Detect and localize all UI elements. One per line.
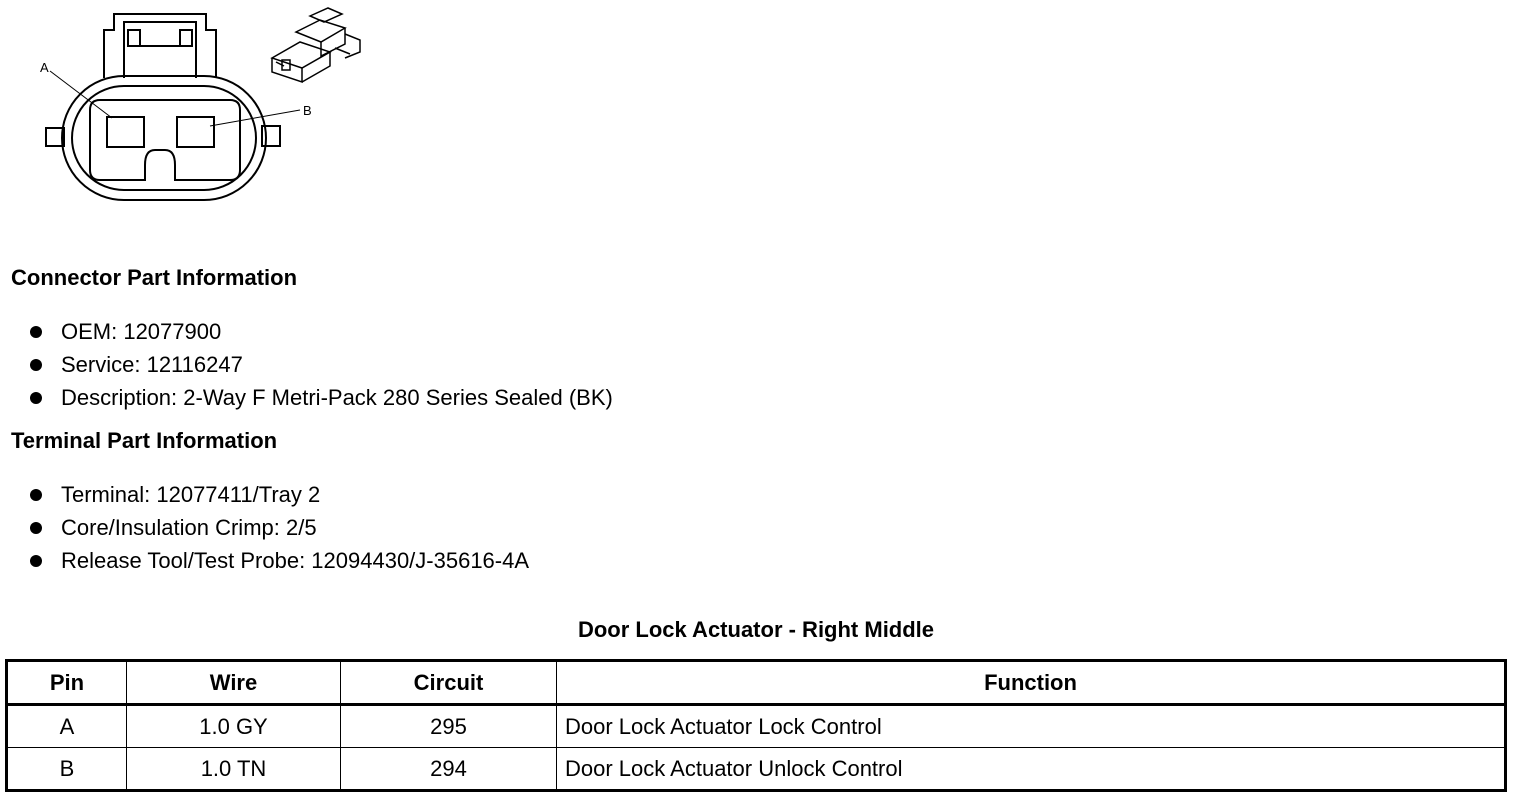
table-header-row bbox=[7, 661, 1506, 705]
connector-diagram bbox=[0, 0, 380, 215]
cell-circuit: 295 bbox=[341, 705, 557, 748]
cell-pin: B bbox=[7, 748, 127, 791]
cavity-label-a: A bbox=[40, 60, 49, 75]
table-row bbox=[7, 748, 1506, 791]
column-header-function: Function bbox=[557, 661, 1506, 705]
cell-wire: 1.0 TN bbox=[127, 748, 341, 791]
list-item-text: Service: 12116247 bbox=[61, 352, 243, 377]
cell-wire: 1.0 GY bbox=[127, 705, 341, 748]
pinout-table bbox=[5, 659, 1507, 792]
list-item-text: Release Tool/Test Probe: 12094430/J-35616-4A bbox=[61, 548, 530, 573]
column-header-wire: Wire bbox=[127, 661, 341, 705]
bullet-icon bbox=[30, 489, 42, 501]
list-item-text: Terminal: 12077411/Tray 2 bbox=[61, 482, 321, 507]
bullet-icon bbox=[30, 359, 42, 371]
connector-thumbnail bbox=[272, 8, 360, 82]
list-item-text: Description: 2-Way F Metri-Pack 280 Series Sealed (BK) bbox=[61, 385, 613, 410]
table-row bbox=[7, 705, 1506, 748]
bullet-icon bbox=[30, 555, 42, 567]
cell-function: Door Lock Actuator Lock Control bbox=[557, 705, 1506, 748]
bullet-icon bbox=[30, 522, 42, 534]
column-header-circuit: Circuit bbox=[341, 661, 557, 705]
bullet-icon bbox=[30, 326, 42, 338]
cell-pin: A bbox=[7, 705, 127, 748]
connector-info-heading: Connector Part Information bbox=[11, 265, 298, 290]
list-item-text: Core/Insulation Crimp: 2/5 bbox=[61, 515, 317, 540]
cavity-label-b: B bbox=[303, 103, 312, 118]
connector-face-drawing bbox=[46, 14, 300, 200]
list-item-text: OEM: 12077900 bbox=[61, 319, 222, 344]
column-header-pin: Pin bbox=[7, 661, 127, 705]
terminal-info-heading: Terminal Part Information bbox=[11, 428, 278, 453]
table-title: Door Lock Actuator - Right Middle bbox=[577, 617, 935, 642]
cell-circuit: 294 bbox=[341, 748, 557, 791]
cell-function: Door Lock Actuator Unlock Control bbox=[557, 748, 1506, 791]
bullet-icon bbox=[30, 392, 42, 404]
